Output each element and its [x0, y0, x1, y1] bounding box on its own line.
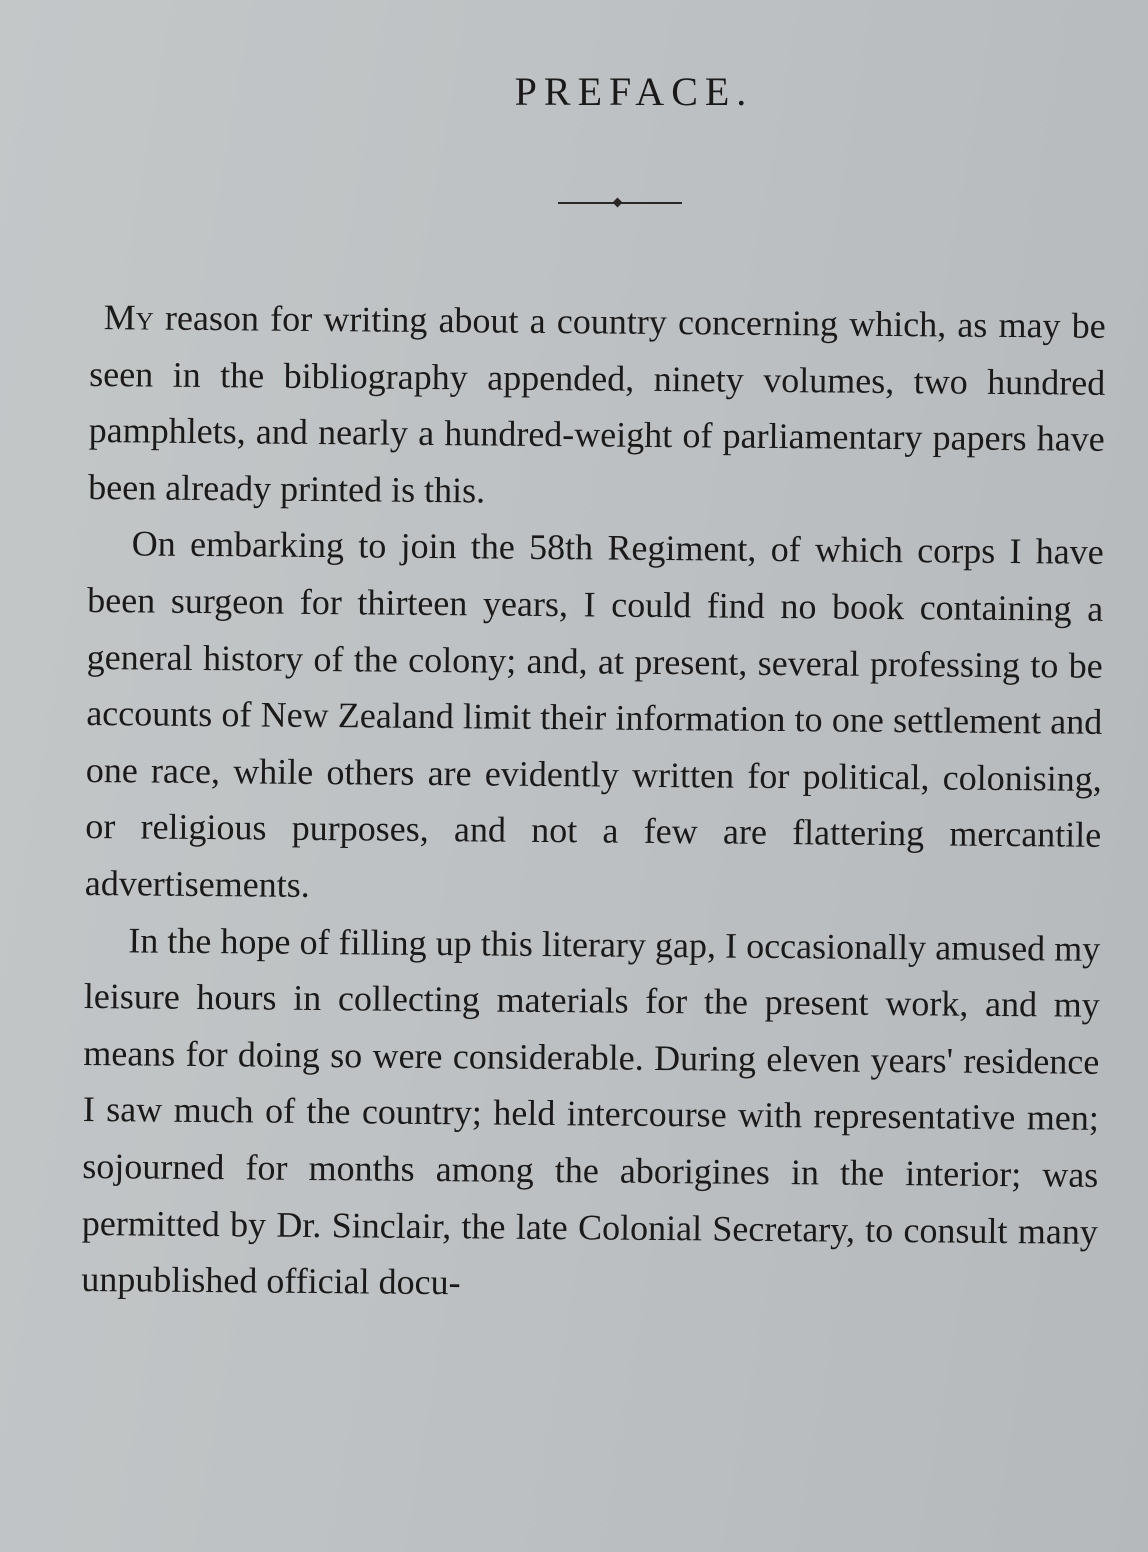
- page-title: PREFACE.: [514, 69, 754, 114]
- paragraph-3: In the hope of filling up this literary gap, I occasionally amused my leisure hours in collecting materials for the present work, and my means for doing so were considerable. During eleven years' residence I saw much of the country; held intercourse with representative men; sojourned for months among the aborigines in the interior; was permitted by Dr. Sinclair, the late Colonial Secretary, to consult many unpublished official docu-: [81, 919, 1101, 1303]
- paragraph-1-text: reason for writing about a country concerning which, as may be seen in the bibliography appended, ninety volumes, two hundred pamphlets, and nearly a hundred-weight of parliamentary papers have been already printed is this.: [88, 297, 1106, 511]
- paragraph-2: On embarking to join the 58th Regiment, of which corps I have been surgeon for thirteen years, I could find no book containing a general history of the colony; and, at present, several professing to be accounts of New Zealand limit their information to one settlement and one race, while others are evidently written for political, colonising, or religious purposes, and not a few are flattering mercantile advertisements.: [84, 523, 1104, 905]
- drop-lead-word: My: [103, 297, 155, 338]
- preface-body: [81, 289, 1106, 1317]
- ornamental-rule: [558, 198, 682, 208]
- paragraph-1: [88, 289, 1106, 524]
